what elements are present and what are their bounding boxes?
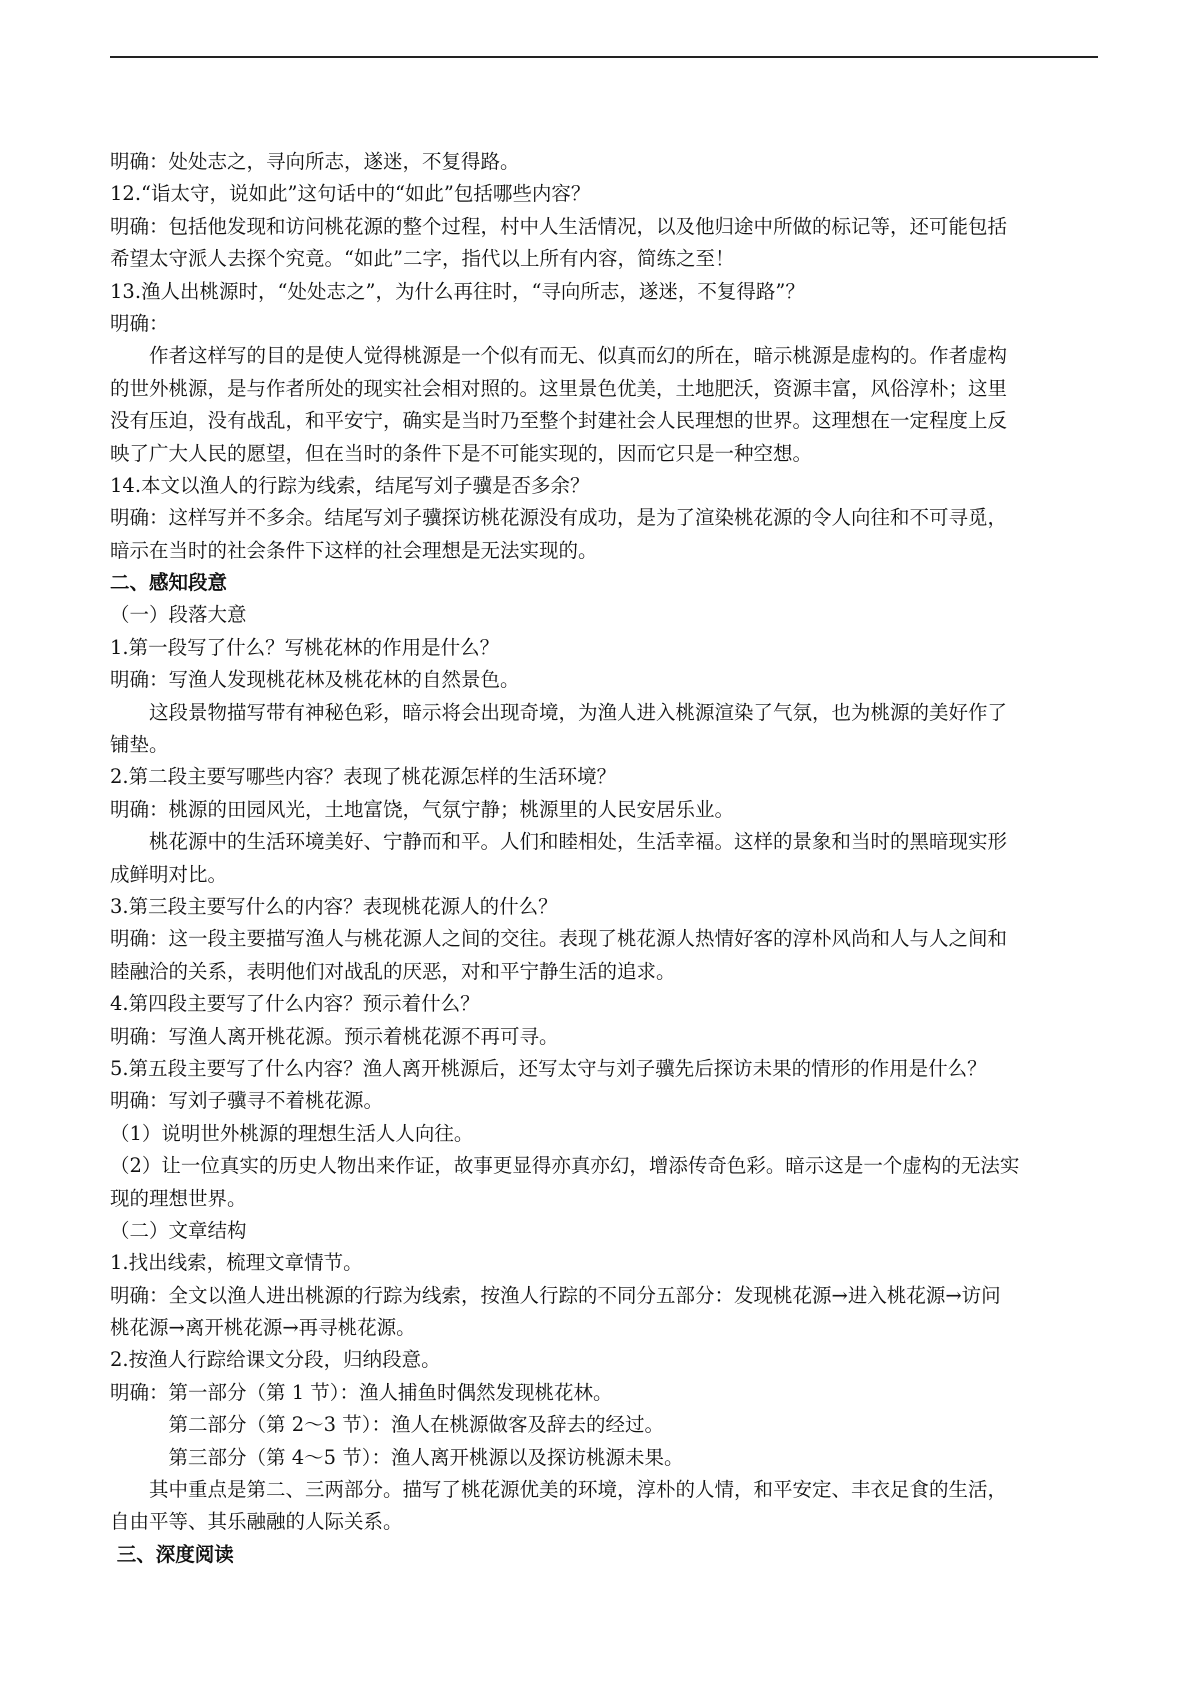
- text-line: 睦融洽的关系，表明他们对战乱的厌恶，对和平宁静生活的追求。: [110, 959, 676, 983]
- section-heading: 二、感知段意: [110, 571, 228, 595]
- text-line: 没有压迫，没有战乱，和平安宁，确实是当时乃至整个封建社会人民理想的世界。这理想在一定程度上反: [110, 409, 1008, 433]
- text-line: 明确：: [110, 311, 169, 335]
- text-line: 明确：写刘子骥寻不着桃花源。: [110, 1089, 384, 1113]
- text-line: 2.按渔人行踪给课文分段，归纳段意。: [110, 1348, 441, 1372]
- text-line: （2）让一位真实的历史人物出来作证，故事更显得亦真亦幻，增添传奇色彩。暗示这是一个虚构的无法实: [110, 1154, 1020, 1178]
- text-line: 1.找出线索，梳理文章情节。: [110, 1251, 363, 1275]
- text-line: 成鲜明对比。: [110, 862, 228, 886]
- text-line: 3.第三段主要写什么的内容？表现桃花源人的什么？: [110, 894, 558, 918]
- text-line: 桃花源中的生活环境美好、宁静而和平。人们和睦相处，生活幸福。这样的景象和当时的黑暗现实形: [110, 830, 1008, 854]
- text-line: 明确：写渔人离开桃花源。预示着桃花源不再可寻。: [110, 1024, 559, 1048]
- text-line: 明确：全文以渔人进出桃源的行踪为线索，按渔人行踪的不同分五部分：发现桃花源→进入桃花源→访问: [110, 1283, 1001, 1307]
- header-rule: [110, 56, 1098, 58]
- text-line: 明确：这一段主要描写渔人与桃花源人之间的交往。表现了桃花源人热情好客的淳朴风尚和人与人之间和: [110, 927, 1008, 951]
- text-line: 桃花源→离开桃花源→再寻桃花源。: [110, 1316, 416, 1340]
- document-body: [110, 146, 1100, 1571]
- text-line: 明确：包括他发现和访问桃花源的整个过程，村中人生活情况，以及他归途中所做的标记等，还可能包括: [110, 214, 1008, 238]
- text-line: 其中重点是第二、三两部分。描写了桃花源优美的环境，淳朴的人情，和平安定、丰衣足食的生活，: [110, 1478, 1008, 1502]
- text-line: 映了广大人民的愿望，但在当时的条件下是不可能实现的，因而它只是一种空想。: [110, 441, 813, 465]
- text-line: 暗示在当时的社会条件下这样的社会理想是无法实现的。: [110, 538, 598, 562]
- text-line: 自由平等、其乐融融的人际关系。: [110, 1510, 403, 1534]
- text-line: 希望太守派人去探个究竟。“如此”二字，指代以上所有内容，简练之至！: [110, 247, 735, 271]
- text-line: 第三部分（第 4～5 节）：渔人离开桃源以及探访桃源未果。: [110, 1445, 684, 1469]
- text-line: 5.第五段主要写了什么内容？渔人离开桃源后，还写太守与刘子骥先后探访未果的情形的作用是什么？: [110, 1056, 987, 1080]
- text-line: 现的理想世界。: [110, 1186, 247, 1210]
- text-line: （二）文章结构: [110, 1218, 247, 1242]
- text-line: 明确：桃源的田园风光，土地富饶，气氛宁静；桃源里的人民安居乐业。: [110, 797, 735, 821]
- text-line: 明确：这样写并不多余。结尾写刘子骥探访桃花源没有成功，是为了渲染桃花源的令人向往和不可寻觅，: [110, 506, 1008, 530]
- text-line: 明确：第一部分（第 1 节）：渔人捕鱼时偶然发现桃花林。: [110, 1380, 613, 1404]
- text-line: 1.第一段写了什么？写桃花林的作用是什么？: [110, 635, 500, 659]
- text-line: 2.第二段主要写哪些内容？表现了桃花源怎样的生活环境？: [110, 765, 617, 789]
- text-line: 第二部分（第 2～3 节）：渔人在桃源做客及辞去的经过。: [110, 1413, 664, 1437]
- section-heading: 三、深度阅读: [110, 1542, 234, 1566]
- text-line: 明确：写渔人发现桃花林及桃花林的自然景色。: [110, 668, 520, 692]
- text-line: 明确：处处志之，寻向所志，遂迷，不复得路。: [110, 150, 520, 173]
- text-line: 13.渔人出桃源时，“处处志之”，为什么再往时，“寻向所志，遂迷，不复得路”？: [110, 279, 805, 303]
- text-line: 作者这样写的目的是使人觉得桃源是一个似有而无、似真而幻的所在，暗示桃源是虚构的。作者虚构: [110, 344, 1008, 368]
- text-line: 4.第四段主要写了什么内容？预示着什么？: [110, 992, 480, 1016]
- text-line: 12.“诣太守，说如此”这句话中的“如此”包括哪些内容？: [110, 182, 591, 206]
- text-line: （一）段落大意: [110, 603, 247, 627]
- text-line: （1）说明世外桃源的理想生活人人向往。: [110, 1121, 474, 1145]
- text-line: 的世外桃源，是与作者所处的现实社会相对照的。这里景色优美，土地肥沃，资源丰富，风俗淳朴；这里: [110, 376, 1008, 400]
- text-line: 这段景物描写带有神秘色彩，暗示将会出现奇境，为渔人进入桃源渲染了气氛，也为桃源的美好作了: [110, 700, 1008, 724]
- text-line: 铺垫。: [110, 733, 169, 757]
- text-line: 14.本文以渔人的行踪为线索，结尾写刘子骥是否多余？: [110, 473, 590, 497]
